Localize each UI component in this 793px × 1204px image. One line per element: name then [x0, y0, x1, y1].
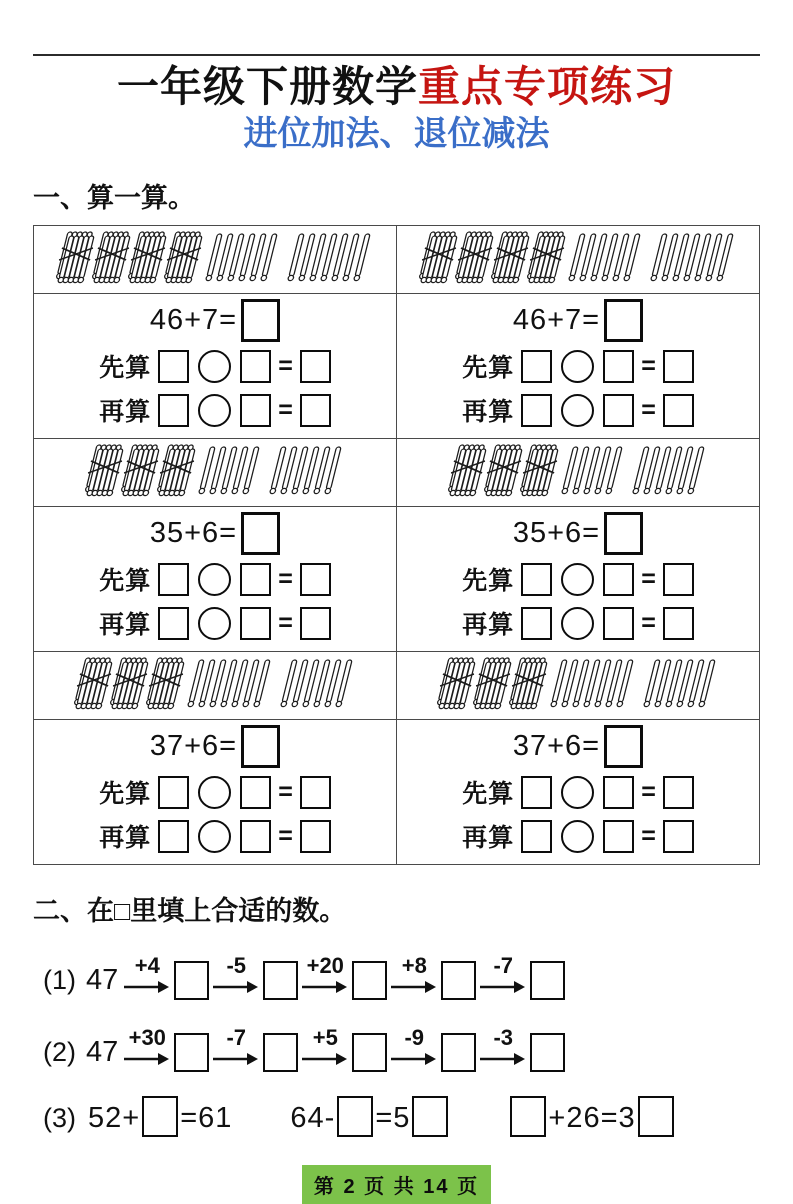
operator-circle[interactable]: [198, 394, 231, 427]
problem-expression: 35+6=: [512, 517, 601, 550]
equals-sign: =: [278, 351, 293, 380]
operand-box[interactable]: [603, 394, 634, 427]
calc-cell: [34, 719, 397, 864]
worksheet-page: [0, 54, 793, 1204]
arrow-step-label: +30: [128, 1024, 166, 1050]
sticks-cell: [34, 225, 397, 293]
arrow-step-label: -9: [404, 1024, 425, 1050]
step-line: [397, 603, 759, 644]
result-box[interactable]: [300, 776, 331, 809]
step-line: [397, 346, 759, 387]
step-line: [397, 559, 759, 600]
chain-start-number: 47: [86, 1035, 119, 1068]
arrow-step-label: +5: [312, 1024, 338, 1050]
operand-box[interactable]: [240, 394, 271, 427]
result-box[interactable]: [663, 820, 694, 853]
arrow-step-label: -7: [226, 1024, 247, 1050]
sticks-illustration: [82, 441, 349, 499]
equals-sign: =: [278, 564, 293, 593]
operand-box[interactable]: [521, 394, 552, 427]
page-subtitle: 进位加法、退位减法: [243, 114, 550, 153]
operand-box[interactable]: [158, 350, 189, 383]
step-line: [34, 772, 396, 813]
sticks-row: [34, 225, 760, 293]
problem-equation: [34, 725, 396, 769]
operand-box[interactable]: [158, 563, 189, 596]
operand-box[interactable]: [240, 350, 271, 383]
sticks-illustration: [434, 654, 723, 712]
chain-start-number: 47: [86, 963, 119, 996]
arrow-step: [391, 952, 437, 994]
equation-text: 64-: [290, 1101, 336, 1134]
chain-answer-box[interactable]: [174, 1033, 209, 1072]
blank-box[interactable]: [412, 1096, 448, 1137]
operand-box[interactable]: [603, 776, 634, 809]
title-red-part: 重点专项练习: [418, 63, 677, 110]
chain-label: (2): [43, 1036, 76, 1067]
equation-text: =61: [180, 1101, 233, 1134]
result-box[interactable]: [300, 820, 331, 853]
chain-answer-box[interactable]: [352, 961, 387, 1000]
step-label: 先算: [99, 567, 152, 596]
sticks-cell: [397, 438, 760, 506]
equals-sign: =: [641, 564, 656, 593]
title-black-part: 一年级下册数学: [116, 63, 418, 110]
arrow-icon: [391, 979, 437, 994]
arrow-step-label: -3: [493, 1024, 514, 1050]
chain-answer-box[interactable]: [174, 961, 209, 1000]
operator-circle[interactable]: [198, 820, 231, 853]
arrow-icon: [480, 979, 526, 994]
arrow-step-label: +8: [401, 952, 427, 978]
arrow-icon: [302, 979, 348, 994]
arrow-step: [124, 952, 170, 994]
operator-circle[interactable]: [561, 820, 594, 853]
chain-answer-box[interactable]: [530, 1033, 565, 1072]
operator-circle[interactable]: [198, 607, 231, 640]
step-line: [397, 816, 759, 857]
step-label: 再算: [99, 824, 152, 853]
step-line: [397, 390, 759, 431]
calc-cell: [397, 293, 760, 438]
problem-equation: [397, 512, 759, 556]
equation-text: 52+: [88, 1101, 141, 1134]
step-line: [34, 816, 396, 857]
operand-box[interactable]: [603, 607, 634, 640]
step-label: 再算: [462, 611, 515, 640]
arrow-step: [480, 952, 526, 994]
answer-box[interactable]: [241, 725, 280, 768]
step-label: 先算: [462, 567, 515, 596]
operator-circle[interactable]: [198, 563, 231, 596]
problem-expression: 37+6=: [512, 730, 601, 763]
operator-circle[interactable]: [561, 350, 594, 383]
equation-text: +26=3: [548, 1101, 636, 1134]
blank-box[interactable]: [142, 1096, 178, 1137]
sticks-row: [34, 651, 760, 719]
step-label: 先算: [99, 780, 152, 809]
step-line: [397, 772, 759, 813]
blank-box[interactable]: [510, 1096, 546, 1137]
step-label: 再算: [99, 398, 152, 427]
sticks-cell: [397, 225, 760, 293]
arrow-step: [480, 1024, 526, 1066]
sticks-illustration: [416, 228, 741, 286]
fill-blank-row: [43, 1096, 760, 1141]
arrow-icon: [124, 979, 170, 994]
top-rule: [33, 54, 760, 56]
equals-sign: =: [278, 395, 293, 424]
operand-box[interactable]: [158, 394, 189, 427]
result-box[interactable]: [663, 563, 694, 596]
fill-equation: [508, 1096, 675, 1141]
problem-expression: 46+7=: [149, 304, 238, 337]
number-chain: [43, 938, 760, 1000]
operand-box[interactable]: [603, 350, 634, 383]
operand-box[interactable]: [240, 563, 271, 596]
calculation-table: [33, 225, 760, 865]
arrow-step: [391, 1024, 437, 1066]
arrow-icon: [213, 1051, 259, 1066]
operand-box[interactable]: [240, 776, 271, 809]
operand-box[interactable]: [158, 776, 189, 809]
equals-sign: =: [641, 821, 656, 850]
section1-heading: 一、算一算。: [33, 182, 195, 213]
sticks-cell: [34, 438, 397, 506]
chain-answer-box[interactable]: [441, 1033, 476, 1072]
result-box[interactable]: [300, 607, 331, 640]
sticks-cell: [34, 651, 397, 719]
equals-sign: =: [278, 608, 293, 637]
equals-sign: =: [641, 351, 656, 380]
operand-box[interactable]: [158, 820, 189, 853]
arrow-step: [213, 1024, 259, 1066]
page-title: [33, 62, 760, 112]
chain-answer-box[interactable]: [263, 961, 298, 1000]
arrow-icon: [302, 1051, 348, 1066]
page-footer: [33, 1165, 760, 1204]
problem-equation: [34, 512, 396, 556]
chain-answer-box[interactable]: [530, 961, 565, 1000]
operand-box[interactable]: [521, 776, 552, 809]
step-line: [34, 346, 396, 387]
result-box[interactable]: [663, 394, 694, 427]
chain-answer-box[interactable]: [352, 1033, 387, 1072]
problem-equation: [34, 299, 396, 343]
calc-cell: [397, 719, 760, 864]
step-label: 先算: [462, 354, 515, 383]
equals-sign: =: [641, 777, 656, 806]
arrow-step: [302, 1024, 348, 1066]
arrow-icon: [391, 1051, 437, 1066]
equation-text: =5: [375, 1101, 411, 1134]
problem-expression: 35+6=: [149, 517, 238, 550]
arrow-icon: [124, 1051, 170, 1066]
operand-box[interactable]: [603, 563, 634, 596]
chain-answer-box[interactable]: [263, 1033, 298, 1072]
fill-equation: [88, 1096, 232, 1141]
result-box[interactable]: [300, 350, 331, 383]
fill-label: (3): [43, 1102, 76, 1133]
step-label: 再算: [462, 824, 515, 853]
chain-answer-box[interactable]: [441, 961, 476, 1000]
step-line: [34, 603, 396, 644]
answer-box[interactable]: [604, 299, 643, 342]
operand-box[interactable]: [521, 820, 552, 853]
number-chains: [33, 938, 760, 1072]
operator-circle[interactable]: [198, 350, 231, 383]
answer-box[interactable]: [241, 299, 280, 342]
arrow-icon: [213, 979, 259, 994]
operator-circle[interactable]: [561, 563, 594, 596]
step-label: 先算: [462, 780, 515, 809]
arrow-step: [213, 952, 259, 994]
equals-sign: =: [641, 395, 656, 424]
calc-cell: [34, 506, 397, 651]
problem-equation: [397, 299, 759, 343]
calc-row: [34, 719, 760, 864]
step-line: [34, 390, 396, 431]
arrow-step-label: +20: [306, 952, 344, 978]
step-label: 再算: [462, 398, 515, 427]
answer-box[interactable]: [604, 512, 643, 555]
equals-sign: =: [641, 608, 656, 637]
blank-box[interactable]: [638, 1096, 674, 1137]
operator-circle[interactable]: [561, 776, 594, 809]
operator-circle[interactable]: [198, 776, 231, 809]
chain-label: (1): [43, 964, 76, 995]
section2-heading: 二、在□里填上合适的数。: [33, 895, 347, 926]
sticks-illustration: [445, 441, 712, 499]
page-number-badge: 第 2 页 共 14 页: [302, 1165, 491, 1204]
operand-box[interactable]: [521, 607, 552, 640]
operand-box[interactable]: [521, 563, 552, 596]
step-label: 再算: [99, 611, 152, 640]
blank-box[interactable]: [337, 1096, 373, 1137]
result-box[interactable]: [663, 776, 694, 809]
operator-circle[interactable]: [561, 607, 594, 640]
number-chain: [43, 1010, 760, 1072]
arrow-icon: [480, 1051, 526, 1066]
operand-box[interactable]: [240, 607, 271, 640]
result-box[interactable]: [300, 394, 331, 427]
operand-box[interactable]: [240, 820, 271, 853]
operator-circle[interactable]: [561, 394, 594, 427]
sticks-row: [34, 438, 760, 506]
operand-box[interactable]: [158, 607, 189, 640]
result-box[interactable]: [663, 350, 694, 383]
calc-row: [34, 293, 760, 438]
answer-box[interactable]: [241, 512, 280, 555]
sticks-illustration: [71, 654, 360, 712]
result-box[interactable]: [663, 607, 694, 640]
calc-row: [34, 506, 760, 651]
problem-expression: 37+6=: [149, 730, 238, 763]
arrow-step: [124, 1024, 170, 1066]
arrow-step-label: -7: [493, 952, 514, 978]
step-line: [34, 559, 396, 600]
fill-equation: [290, 1096, 450, 1141]
problem-equation: [397, 725, 759, 769]
arrow-step: [302, 952, 348, 994]
step-label: 先算: [99, 354, 152, 383]
arrow-step-label: +4: [134, 952, 160, 978]
equals-sign: =: [278, 821, 293, 850]
problem-expression: 46+7=: [512, 304, 601, 337]
sticks-cell: [397, 651, 760, 719]
arrow-step-label: -5: [226, 952, 247, 978]
calc-cell: [397, 506, 760, 651]
result-box[interactable]: [300, 563, 331, 596]
operand-box[interactable]: [603, 820, 634, 853]
sticks-illustration: [53, 228, 378, 286]
answer-box[interactable]: [604, 725, 643, 768]
equals-sign: =: [278, 777, 293, 806]
calc-cell: [34, 293, 397, 438]
operand-box[interactable]: [521, 350, 552, 383]
